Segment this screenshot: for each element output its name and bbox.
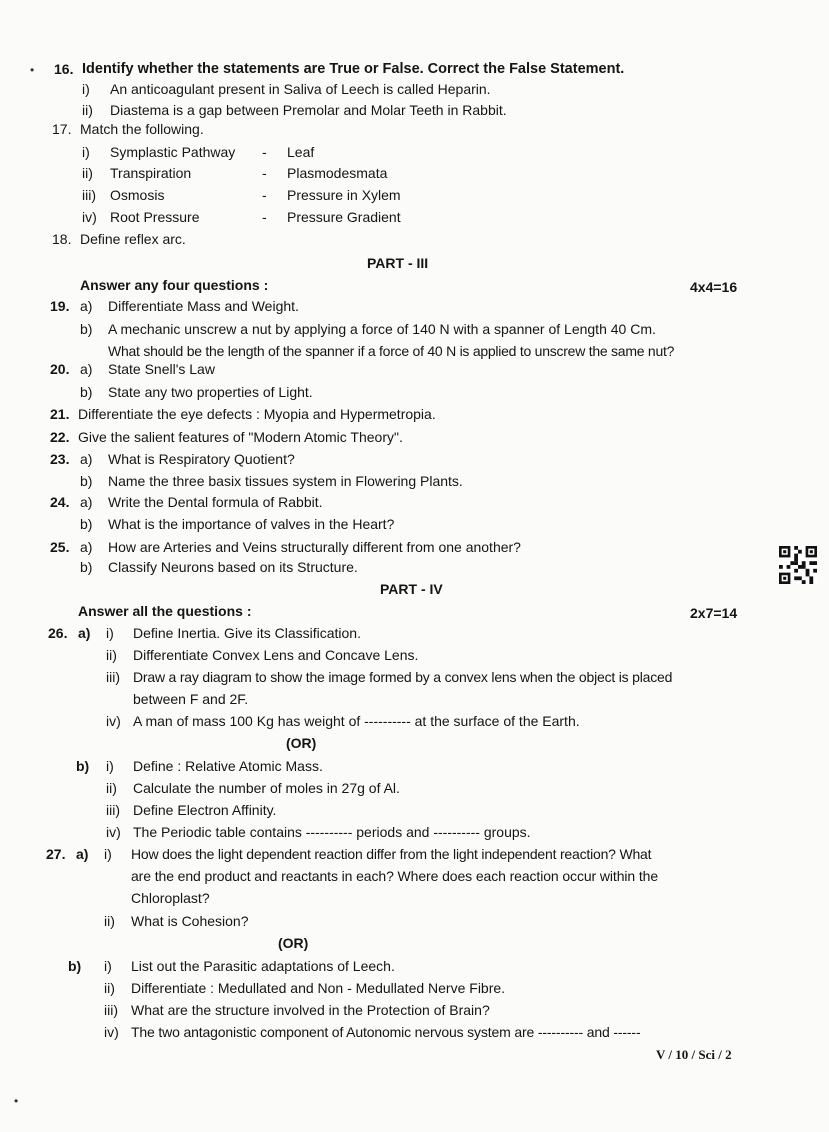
- q17-row-3-left: Osmosis: [110, 187, 165, 203]
- q17-row-1-dash: -: [262, 144, 267, 160]
- q17-row-2-right: Plasmodesmata: [287, 165, 388, 181]
- q24-a-text: Write the Dental formula of Rabbit.: [108, 494, 323, 510]
- q20-a-text: State Snell's Law: [108, 361, 215, 377]
- q23-a-label: a): [80, 451, 93, 467]
- part3-marks: 4x4=16: [690, 279, 738, 295]
- q27-a-i-text2: are the end product and reactants in each? Where does each reaction occur within the: [131, 868, 659, 884]
- q27-b-iii-label: iii): [104, 1002, 118, 1018]
- q25-a-text: How are Arteries and Veins structurally different from one another?: [108, 539, 521, 555]
- q16-item-1-label: i): [82, 81, 90, 97]
- q24-b-label: b): [80, 516, 93, 532]
- q26-a-label: a): [78, 625, 91, 641]
- q24-a-label: a): [80, 494, 93, 510]
- q26-b-ii-label: ii): [106, 780, 117, 796]
- q17-row-4-dash: -: [262, 209, 267, 225]
- q18-number: 18.: [52, 231, 72, 247]
- q26-number: 26.: [48, 625, 68, 641]
- q17-row-4-left: Root Pressure: [110, 209, 200, 225]
- q27-b-iv-text: The two antagonistic component of Autonomic nervous system are ---------- and ------: [131, 1024, 641, 1040]
- q26-a-i-text: Define Inertia. Give its Classification.: [133, 625, 361, 641]
- q26-a-iii-text: Draw a ray diagram to show the image formed by a convex lens when the object is placed: [133, 669, 673, 685]
- q17-row-1-left: Symplastic Pathway: [110, 144, 236, 160]
- q16-item-1-text: An anticoagulant present in Saliva of Leech is called Heparin.: [110, 81, 491, 97]
- q19-number: 19.: [50, 298, 70, 314]
- q16-item-2-text: Diastema is a gap between Premolar and Molar Teeth in Rabbit.: [110, 102, 507, 118]
- q23-b-label: b): [80, 473, 93, 489]
- q17-row-3-label: iii): [82, 187, 96, 203]
- q17-row-2-left: Transpiration: [110, 165, 192, 181]
- q19-a-label: a): [80, 298, 93, 314]
- q27-a-i-text1: How does the light dependent reaction differ from the light independent reaction? What: [131, 846, 652, 862]
- q26-b-label: b): [76, 758, 90, 774]
- q26-b-i-label: i): [106, 758, 114, 774]
- q21-text: Differentiate the eye defects : Myopia and Hypermetropia.: [78, 406, 436, 422]
- q23-b-text: Name the three basix tissues system in Flowering Plants.: [108, 473, 463, 489]
- qr-code-icon: [778, 546, 818, 584]
- q26-a-iv-label: iv): [106, 713, 121, 729]
- q26-b-iii-text: Define Electron Affinity.: [133, 802, 277, 818]
- q24-number: 24.: [50, 494, 70, 510]
- q17-number: 17.: [52, 121, 72, 137]
- q25-b-label: b): [80, 559, 93, 575]
- q22-text: Give the salient features of "Modern Atomic Theory".: [78, 429, 403, 445]
- q27-a-i-text3: Chloroplast?: [131, 890, 210, 906]
- q25-a-label: a): [80, 539, 93, 555]
- part4-marks: 2x7=14: [690, 605, 738, 621]
- part4-heading: PART - IV: [380, 581, 443, 597]
- q27-b-i-label: i): [104, 958, 112, 974]
- q26-b-iv-label: iv): [106, 824, 121, 840]
- q26-a-i-label: i): [106, 625, 114, 641]
- q22-number: 22.: [50, 429, 70, 445]
- q27-a-i-label: i): [104, 846, 112, 862]
- part3-instruction: Answer any four questions :: [80, 277, 269, 293]
- q16-item-2-label: ii): [82, 102, 93, 118]
- q25-b-text: Classify Neurons based on its Structure.: [108, 559, 358, 575]
- q26-b-iii-label: iii): [106, 802, 120, 818]
- q16-number: 16.: [54, 61, 74, 77]
- page-code: V / 10 / Sci / 2: [656, 1047, 732, 1062]
- part3-heading: PART - III: [367, 255, 429, 271]
- q21-number: 21.: [50, 406, 70, 422]
- q23-number: 23.: [50, 451, 70, 467]
- q27-number: 27.: [46, 846, 66, 862]
- q26-a-ii-text: Differentiate Convex Lens and Concave Lens.: [133, 647, 419, 663]
- q26-a-iv-text: A man of mass 100 Kg has weight of ---------- at the surface of the Earth.: [133, 713, 580, 729]
- q26-a-ii-label: ii): [106, 647, 117, 663]
- q27-b-i-text: List out the Parasitic adaptations of Leech.: [131, 958, 395, 974]
- q27-b-iii-text: What are the structure involved in the Protection of Brain?: [131, 1002, 490, 1018]
- q24-b-text: What is the importance of valves in the Heart?: [108, 516, 395, 532]
- q23-a-text: What is Respiratory Quotient?: [108, 451, 295, 467]
- q26-or: (OR): [286, 735, 317, 751]
- q17-row-3-dash: -: [262, 187, 267, 203]
- q26-b-iv-text: The Periodic table contains ---------- periods and ---------- groups.: [133, 824, 531, 840]
- q27-or: (OR): [278, 935, 309, 951]
- q27-b-ii-text: Differentiate : Medullated and Non - Medullated Nerve Fibre.: [131, 980, 506, 996]
- q17-row-4-right: Pressure Gradient: [287, 209, 401, 225]
- q19-b-text1: A mechanic unscrew a nut by applying a force of 140 N with a spanner of Length 40 Cm.: [108, 321, 656, 337]
- q20-b-label: b): [80, 384, 93, 400]
- q17-row-1-label: i): [82, 144, 90, 160]
- q25-number: 25.: [50, 539, 70, 555]
- q19-a-text: Differentiate Mass and Weight.: [108, 298, 299, 314]
- q27-a-ii-label: ii): [104, 913, 115, 929]
- q17-title: Match the following.: [80, 121, 204, 137]
- q27-b-ii-label: ii): [104, 980, 115, 996]
- q27-b-iv-label: iv): [104, 1024, 119, 1040]
- q27-a-ii-text: What is Cohesion?: [131, 913, 249, 929]
- stray-mark: •: [14, 1094, 19, 1108]
- q19-b-text2: What should be the length of the spanner if a force of 40 N is applied to unscrew the same nut?: [108, 343, 675, 359]
- q20-a-label: a): [80, 361, 93, 377]
- q17-row-3-right: Pressure in Xylem: [287, 187, 401, 203]
- part4-instruction: Answer all the questions :: [78, 603, 252, 619]
- stray-mark: •: [30, 63, 35, 77]
- q17-row-1-right: Leaf: [287, 144, 315, 160]
- q19-b-label: b): [80, 321, 93, 337]
- q26-b-ii-text: Calculate the number of moles in 27g of Al.: [133, 780, 400, 796]
- q17-row-2-label: ii): [82, 165, 93, 181]
- q17-row-4-label: iv): [82, 209, 97, 225]
- q26-a-iii-text2: between F and 2F.: [133, 691, 249, 707]
- q18-text: Define reflex arc.: [80, 231, 186, 247]
- q27-a-label: a): [76, 846, 89, 862]
- q16-title: Identify whether the statements are True or False. Correct the False Statement.: [82, 61, 625, 77]
- q27-b-label: b): [68, 958, 82, 974]
- q26-a-iii-label: iii): [106, 669, 120, 685]
- q17-row-2-dash: -: [262, 165, 267, 181]
- q26-b-i-text: Define : Relative Atomic Mass.: [133, 758, 323, 774]
- q20-number: 20.: [50, 361, 70, 377]
- q20-b-text: State any two properties of Light.: [108, 384, 313, 400]
